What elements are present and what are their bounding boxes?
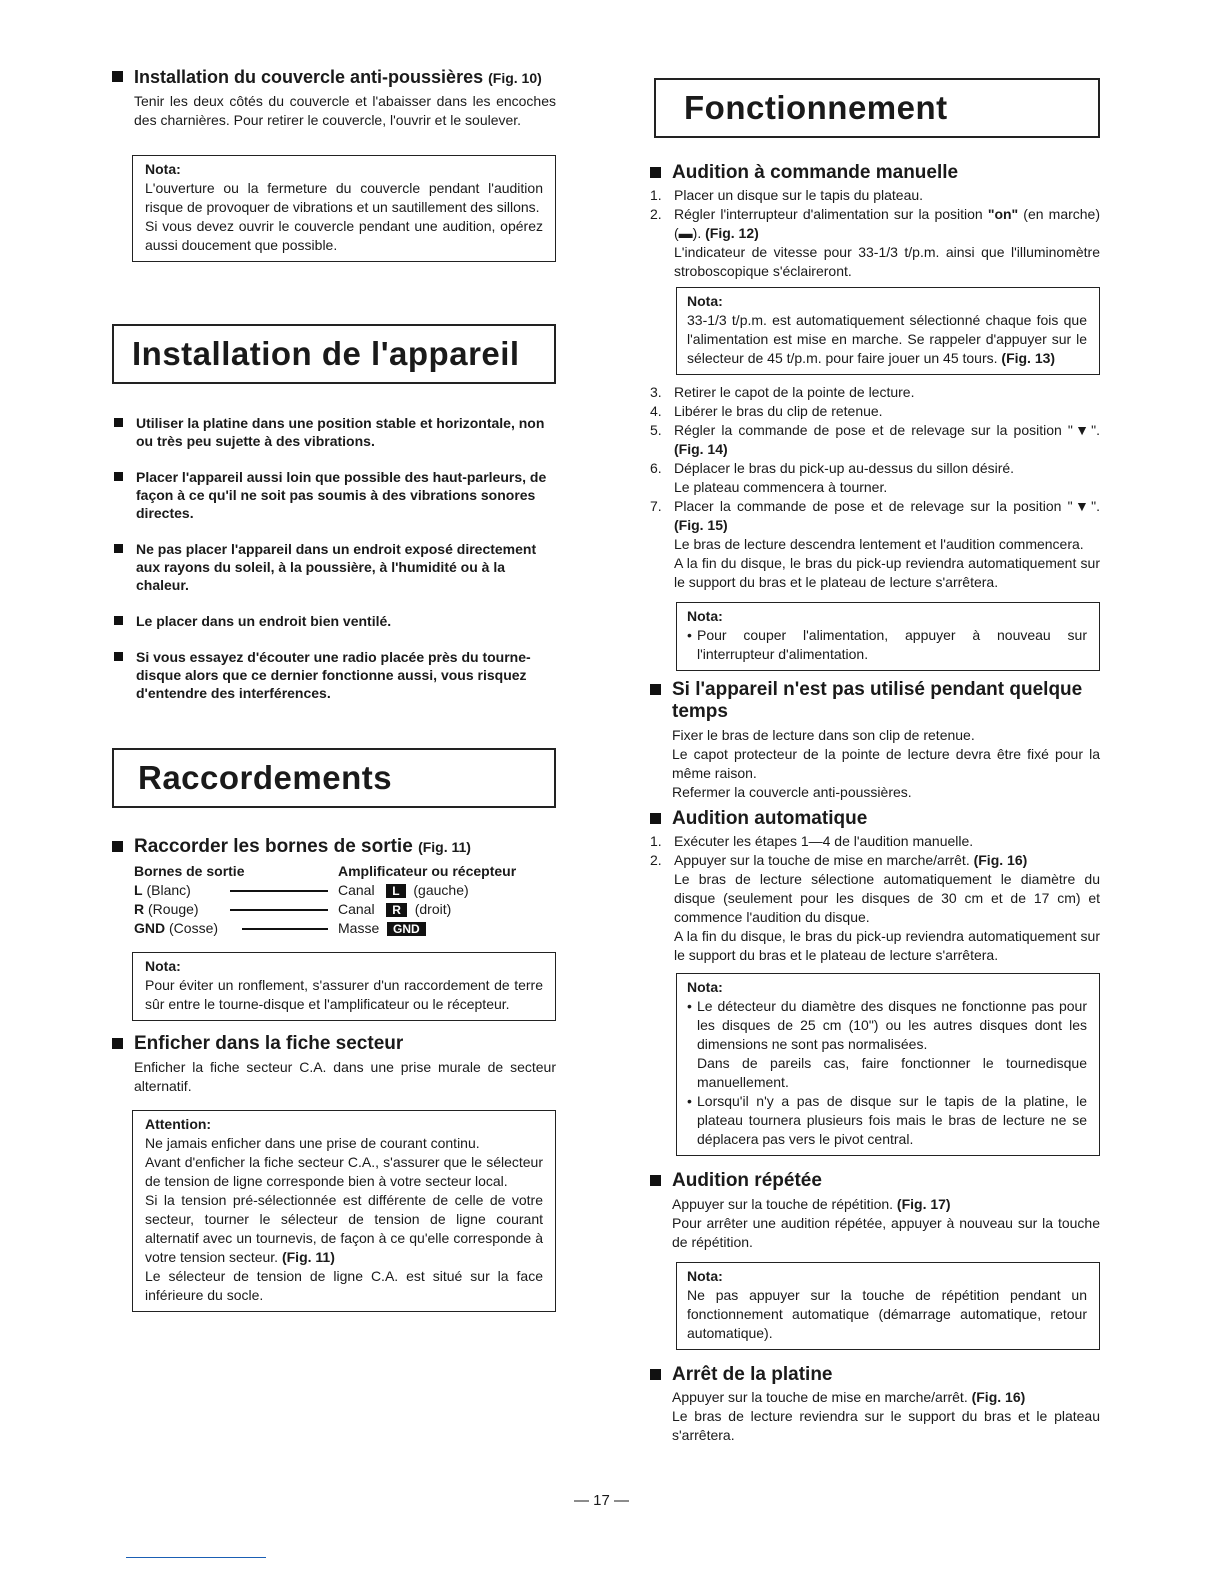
- step: 2. Appuyer sur la touche de mise en marche/arrêt. (Fig. 16) Le bras de lecture sélectione automatiquement le diamètre du disque (seulement pour les disques de 30 cm et de 17 cm) et commence l'audition du disque. A la fin du disque, le bras du pick-up reviendra automatiquement sur le support du bras et le plateau de lecture s'arrêtera.: [650, 852, 1100, 963]
- plug-attention: Attention: Ne jamais enficher dans une prise de courant continu. Avant d'enficher la fiche secteur C.A., s'assurer que le sélecteur de tension de ligne corresponde bien à votre secteur local. Si la tension pré-sélectionnée est différente de celle de votre secteur, tourner le sélecteur de tension de ligne courant alternatif avec un tournevis, de façon à ce qu'elle corresponde à votre tension secteur. (Fig. 11) Le sélecteur de tension de ligne C.A. est situé sur la face inférieure du socle.: [132, 1110, 556, 1312]
- auto-heading: Audition automatique: [650, 808, 1100, 830]
- manual-note-2: Nota: • Pour couper l'alimentation, appuyer à nouveau sur l'interrupteur d'alimentation.: [676, 602, 1100, 671]
- cover-text: Tenir les deux côtés du couvercle et l'abaisser dans les encoches des charnières. Pour retirer le couvercle, l'ouvrir et le soulever.: [134, 93, 556, 128]
- raccord-section: [112, 836, 556, 1021]
- install-title-box: [112, 324, 556, 384]
- step: 1. Placer un disque sur le tapis du plateau.: [650, 187, 924, 203]
- unused-section: Si l'appareil n'est pas utilisé pendant quelque temps Fixer le bras de lecture dans son clip de retenue. Le capot protecteur de la pointe de lecture devra être fixé pour la même raison. Refermer la couvercle anti-poussières.: [650, 679, 1100, 802]
- arrow-line: [230, 909, 328, 911]
- right-column: [650, 78, 1100, 1445]
- step: 2. Régler l'interrupteur d'alimentation sur la position "on" (en marche) (▬). (Fig. 12) L'indicateur de vitesse pour 33-1/3 t/p.m. ainsi que l'illuminomètre stroboscopique s'éclaireront.: [650, 206, 1100, 279]
- channel-tag: R: [386, 903, 407, 917]
- main-title: Fonctionnement: [684, 89, 948, 126]
- stop-heading: Arrêt de la platine: [650, 1364, 1100, 1386]
- connection-row: L (Blanc) Canal L (gauche): [134, 882, 469, 899]
- step: 3. Retirer le capot de la pointe de lecture.: [650, 384, 915, 400]
- auto-note: Nota: • Le détecteur du diamètre des disques ne fonctionne pas pour les disques de 25 cm (10") ou les autres disques dont les dimensions ne sont pas normalisées. Dans de pareils cas, faire fonctionner le tournedisque manuellement. • Lorsqu'il n'y a pas de disque sur le tapis de la platine, le plateau tournera plusieurs fois mais le bras de lecture ne se déplacera pas vers le pivot central.: [676, 973, 1100, 1156]
- connection-table: [112, 862, 556, 938]
- raccord-title-box: [112, 748, 556, 808]
- install-title: Installation de l'appareil: [132, 335, 520, 372]
- main-title-box: [654, 78, 1100, 138]
- install-bullet: Placer l'appareil aussi loin que possible des haut-parleurs, de façon à ce qu'il ne soit pas soumis à des vibrations sonores directes.: [112, 468, 556, 522]
- raccord-subheading: Raccorder les bornes de sortie (Fig. 11): [112, 836, 556, 858]
- arrow-line: [242, 928, 328, 930]
- manual-heading: Audition à commande manuelle: [650, 162, 1100, 184]
- connection-row: R (Rouge) Canal R (droit): [134, 901, 452, 918]
- auto-section: [650, 808, 1100, 1156]
- page-number: — 17 —: [574, 1492, 630, 1509]
- connection-row: GND (Cosse) Masse GND: [134, 919, 556, 938]
- cover-heading: Installation du couvercle anti-poussières (Fig. 10): [112, 66, 556, 89]
- ground-tag: GND: [387, 922, 426, 936]
- stop-section: Arrêt de la platine Appuyer sur la touche de mise en marche/arrêt. (Fig. 16) Le bras de lecture reviendra sur le support du bras et le plateau s'arrêtera.: [650, 1364, 1100, 1445]
- footer-rule: [126, 1557, 266, 1558]
- repeat-note: Nota: Ne pas appuyer sur la touche de répétition pendant un fonctionnement automatique (démarrage automatique, retour automatique).: [676, 1262, 1100, 1350]
- step: 1. Exécuter les étapes 1—4 de l'audition manuelle.: [650, 833, 974, 849]
- lower-symbol-icon: ▼: [1072, 498, 1092, 514]
- manual-steps: [650, 186, 1100, 281]
- plug-text: Enficher la fiche secteur C.A. dans une prise murale de secteur alternatif.: [134, 1059, 556, 1094]
- arrow-line: [230, 890, 328, 892]
- cover-note: Nota: L'ouverture ou la fermeture du couvercle pendant l'audition risque de provoquer de vibrations et un sautillement des sillons. Si vous devez ouvrir le couvercle pendant une audition, opérez aussi doucement que possible.: [132, 155, 556, 262]
- plug-heading: Enficher dans la fiche secteur: [112, 1033, 556, 1055]
- raccord-title: Raccordements: [138, 759, 393, 796]
- lower-symbol-icon: ▼: [1072, 422, 1092, 438]
- install-bullet: Ne pas placer l'appareil dans un endroit exposé directement aux rayons du soleil, à la poussière, à l'humidité ou à la chaleur.: [112, 540, 556, 594]
- repeat-heading: Audition répétée: [650, 1170, 1100, 1192]
- power-symbol-icon: ▬: [678, 225, 693, 241]
- step: 6. Déplacer le bras du pick-up au-dessus du sillon désiré. Le plateau commencera à tourner.: [650, 460, 1015, 495]
- install-bullets: [112, 414, 556, 702]
- unused-heading: Si l'appareil n'est pas utilisé pendant quelque temps: [650, 679, 1100, 723]
- connection-header: Bornes de sortie Amplificateur ou récepteur: [134, 863, 517, 879]
- install-bullet: Le placer dans un endroit bien ventilé.: [112, 612, 556, 630]
- left-column: [112, 66, 556, 1312]
- step: 7. Placer la commande de pose et de relevage sur la position "▼". (Fig. 15) Le bras de lecture descendra lentement et l'audition commencera. A la fin du disque, le bras du pick-up reviendra automatiquement sur le support du bras et le plateau de lecture s'arrêtera.: [650, 498, 1101, 590]
- manual-steps-cont: [650, 383, 1100, 592]
- step: 4. Libérer le bras du clip de retenue.: [650, 403, 883, 419]
- auto-steps: [650, 832, 1100, 965]
- manual-note-1: Nota: 33-1/3 t/p.m. est automatiquement sélectionné chaque fois que l'alimentation est mise en marche. Se rappeler d'appuyer sur le sélecteur de 45 t/p.m. pour faire jouer un 45 tours. (Fig. 13): [676, 287, 1100, 375]
- manual-section: [650, 162, 1100, 671]
- repeat-section: Audition répétée Appuyer sur la touche de répétition. (Fig. 17) Pour arrêter une audition répétée, appuyer à nouveau sur la touche de répétition. Nota: Ne pas appuyer sur la touche de répétition pendant un fonctionnement automatique (démarrage automatique, retour automatique).: [650, 1170, 1100, 1350]
- install-bullet: Utiliser la platine dans une position stable et horizontale, non ou très peu sujette à des vibrations.: [112, 414, 556, 450]
- cover-section: [112, 66, 556, 262]
- channel-tag: L: [386, 884, 405, 898]
- raccord-note: Nota: Pour éviter un ronflement, s'assurer d'un raccordement de terre sûr entre le tourne-disque et l'amplificateur ou le récepteur.: [132, 952, 556, 1021]
- plug-section: [112, 1033, 556, 1312]
- install-bullet: Si vous essayez d'écouter une radio placée près du tourne-disque alors que ce dernier fonctionne aussi, vous risquez d'entendre des interférences.: [112, 648, 556, 702]
- step: 5. Régler la commande de pose et de relevage sur la position "▼". (Fig. 14): [650, 422, 1100, 457]
